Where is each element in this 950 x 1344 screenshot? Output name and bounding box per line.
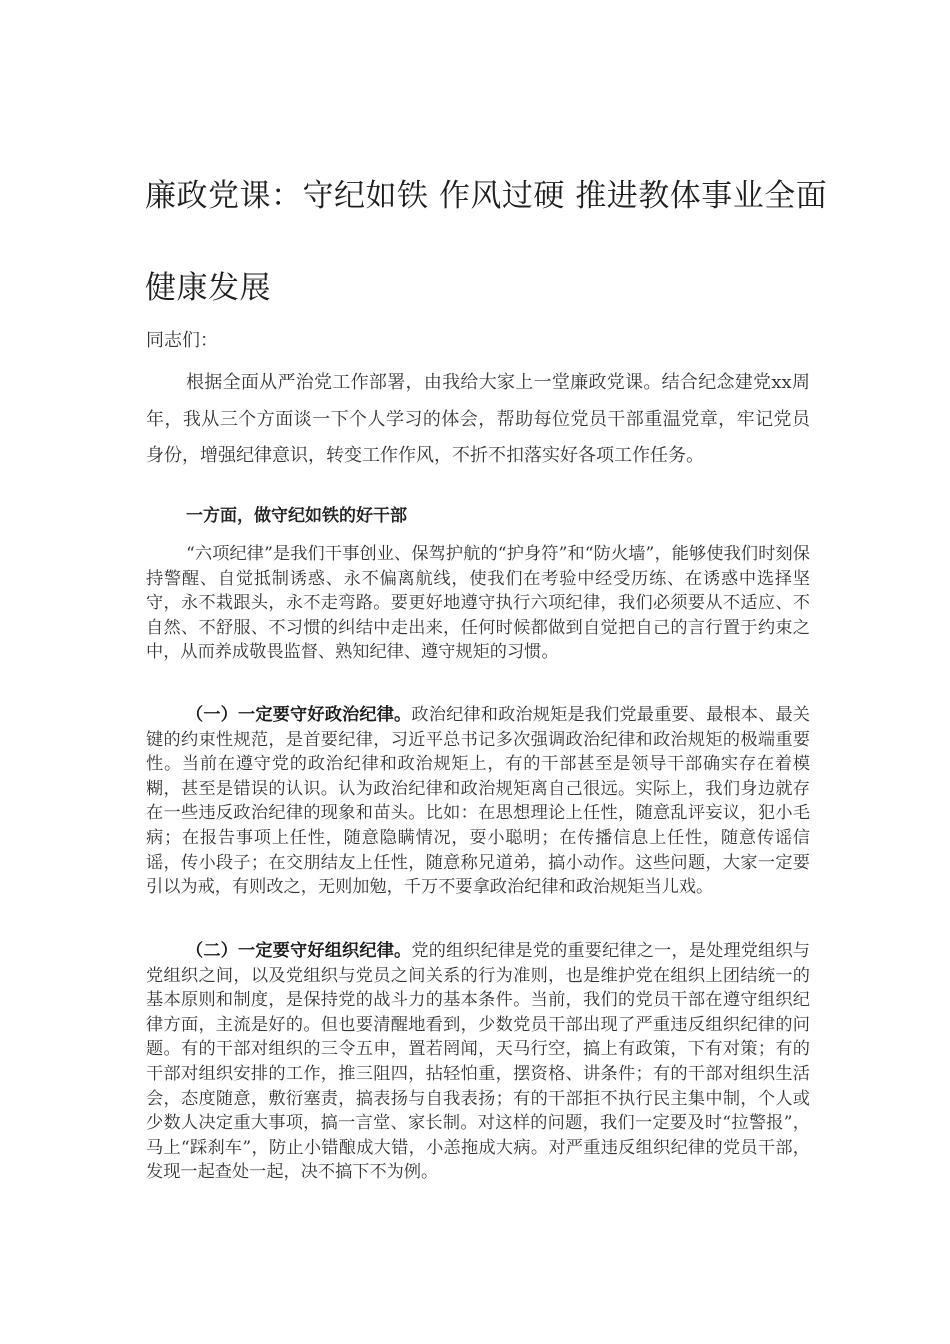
section-heading: 一方面，做守纪如铁的好干部 <box>186 506 407 526</box>
salutation: 同志们： <box>146 330 218 351</box>
document-title: 廉政党课：守纪如铁 作风过硬 推进教体事业全面健康发展 <box>145 178 828 306</box>
paragraph-lead-heading: （二）一定要守好组织纪律。 <box>186 941 412 961</box>
paragraph-text: “六项纪律”是我们干事创业、保驾护航的“护身符”和“防火墙”，能够使我们时刻保持警醒、自觉抵制诱惑、永不偏离航线，使我们在考验中经受历练、在诱惑中选择坚守，永不栽跟头，永不走弯路。要更好地遵守执行六项纪律，我们必须要从不适应、不自然、不舒服、不习惯的纠结中走出来，任何时候都做到自觉把自己的言行置于约束之中，从而养成敬畏监督、熟知纪律、遵守规矩的习惯。 <box>146 544 810 663</box>
intro-paragraph: 根据全面从严治党工作部署，由我给大家上一堂廉政党课。结合纪念建党xx周年，我从三个方面谈一下个人学习的体会，帮助每位党员干部重温党章，牢记党员身份，增强纪律意识，转变工作作风，不折不扣落实好各项工作任务。 <box>146 372 810 466</box>
body-paragraph <box>146 939 810 1185</box>
paragraph-text: 党的组织纪律是党的重要纪律之一，是处理党组织与党组织之间，以及党组织与党员之间关系的行为准则，也是维护党在组织上团结统一的基本原则和制度，是保持党的战斗力的基本条件。当前，我们的党员干部在遵守组织纪律方面，主流是好的。但也要清醒地看到，少数党员干部出现了严重违反组织纪律的问题。有的干部对组织的三令五申，置若罔闻，天马行空，搞上有政策，下有对策；有的干部对组织安排的工作，推三阻四，拈轻怕重，摆资格、讲条件；有的干部对组织生活会，态度随意，敷衍塞责，搞表扬与自我表扬；有的干部拒不执行民主集中制，个人或少数人决定重大事项，搞一言堂、家长制。对这样的问题，我们一定要及时“拉警报”，马上“踩刹车”，防止小错酿成大错，小恙拖成大病。对严重违反组织纪律的党员干部，发现一起查处一起，决不搞下不为例。 <box>146 941 810 1183</box>
paragraph-text: 政治纪律和政治规矩是我们党最重要、最根本、最关键的约束性规范，是首要纪律，习近平总书记多次强调政治纪律和政治规矩的极端重要性。当前在遵守党的政治纪律和政治规矩上，有的干部甚至是领导干部确实存在着模糊，甚至是错误的认识。认为政治纪律和政治规矩离自己很远。实际上，我们身边就存在一些违反政治纪律的现象和苗头。比如：在思想理论上任性，随意乱评妄议，犯小毛病；在报告事项上任性，随意隐瞒情况，耍小聪明；在传播信息上任性，随意传谣信谣，传小段子；在交朋结友上任性，随意称兄道弟，搞小动作。这些问题，大家一定要引以为戒，有则改之，无则加勉，千万不要拿政治纪律和政治规矩当儿戏。 <box>146 705 810 898</box>
body-paragraph <box>146 542 810 665</box>
paragraph-lead-heading: （一）一定要守好政治纪律。 <box>186 705 412 725</box>
body-paragraph <box>146 703 810 900</box>
